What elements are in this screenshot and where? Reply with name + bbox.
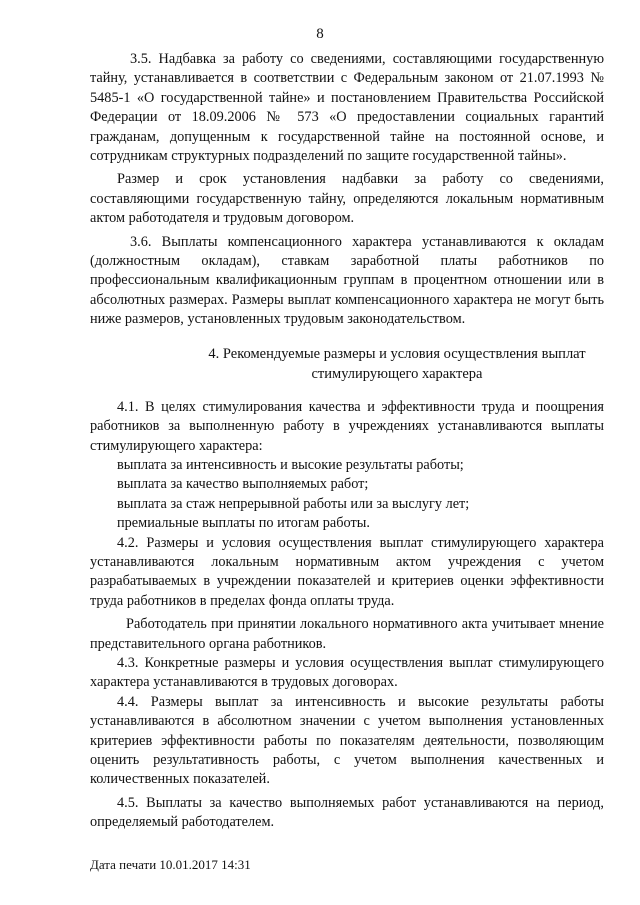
paragraph-4-2: 4.2. Размеры и условия осуществления выплат стимулирующего характера устанавливаются локальным нормативным актом учреждения с учетом разрабатываемых в учреждении показателей и критериев оценки эффективности труда работников в пределах фонда оплаты труда.	[90, 534, 604, 609]
paragraph-4-5: 4.5. Выплаты за качество выполняемых работ устанавливаются на период, определяемый работодателем.	[90, 794, 604, 831]
section-heading-4: 4. Рекомендуемые размеры и условия осуществления выплат стимулирующего характера	[208, 345, 586, 382]
list-item: выплата за качество выполняемых работ;	[117, 476, 369, 493]
list-item: премиальные выплаты по итогам работы.	[117, 515, 370, 532]
paragraph-4-3: 4.3. Конкретные размеры и условия осуществления выплат стимулирующего характера устанавливаются в трудовых договорах.	[90, 654, 604, 691]
paragraph-4-1: 4.1. В целях стимулирования качества и эффективности труда и поощрения работников за выполненную работу в учреждениях устанавливаются выплаты стимулирующего характера:	[90, 398, 604, 454]
list-item: выплата за интенсивность и высокие результаты работы;	[117, 456, 464, 473]
paragraph-3-5-continuation: Размер и срок установления надбавки за работу со сведениями, составляющими государственную тайну, определяются локальным нормативным актом работодателя и трудовым договором.	[90, 171, 604, 227]
list-item: выплата за стаж непрерывной работы или за выслугу лет;	[117, 495, 470, 512]
print-date-footer: Дата печати 10.01.2017 14:31	[90, 857, 251, 872]
document-body	[90, 50, 604, 833]
paragraph-4-2-continuation: Работодатель при принятии локального нормативного акта учитывает мнение представительного органа работников.	[90, 616, 604, 652]
paragraph-4-4: 4.4. Размеры выплат за интенсивность и высокие результаты работы устанавливаются в абсолютном значении с учетом выполнения установленных критериев эффективности работы по показателям деятельности, позволяющим оценить результативность работы, с учетом выполнения качественных и количественных показателей.	[90, 693, 604, 788]
paragraph-3-5: 3.5. Надбавка за работу со сведениями, составляющими государственную тайну, устанавливается в соответствии с Федеральным законом от 21.07.1993 № 5485-1 «О государственной тайне» и постановлением Правительства Российской Федерации от 18.09.2006 № 573 «О предоставлении социальных гарантий гражданам, допущенным к государственной тайне на постоянной основе, и сотрудникам структурных подразделений по защите государственной тайны».	[90, 51, 604, 165]
paragraph-3-6: 3.6. Выплаты компенсационного характера устанавливаются к окладам (должностным окладам), ставкам заработной платы работников по профессиональным квалификационным группам в процентном отношении или в абсолютных размерах. Размеры выплат компенсационного характера не могут быть ниже размеров, установленных трудовым законодательством.	[90, 233, 604, 328]
page-number: 8	[316, 26, 324, 42]
